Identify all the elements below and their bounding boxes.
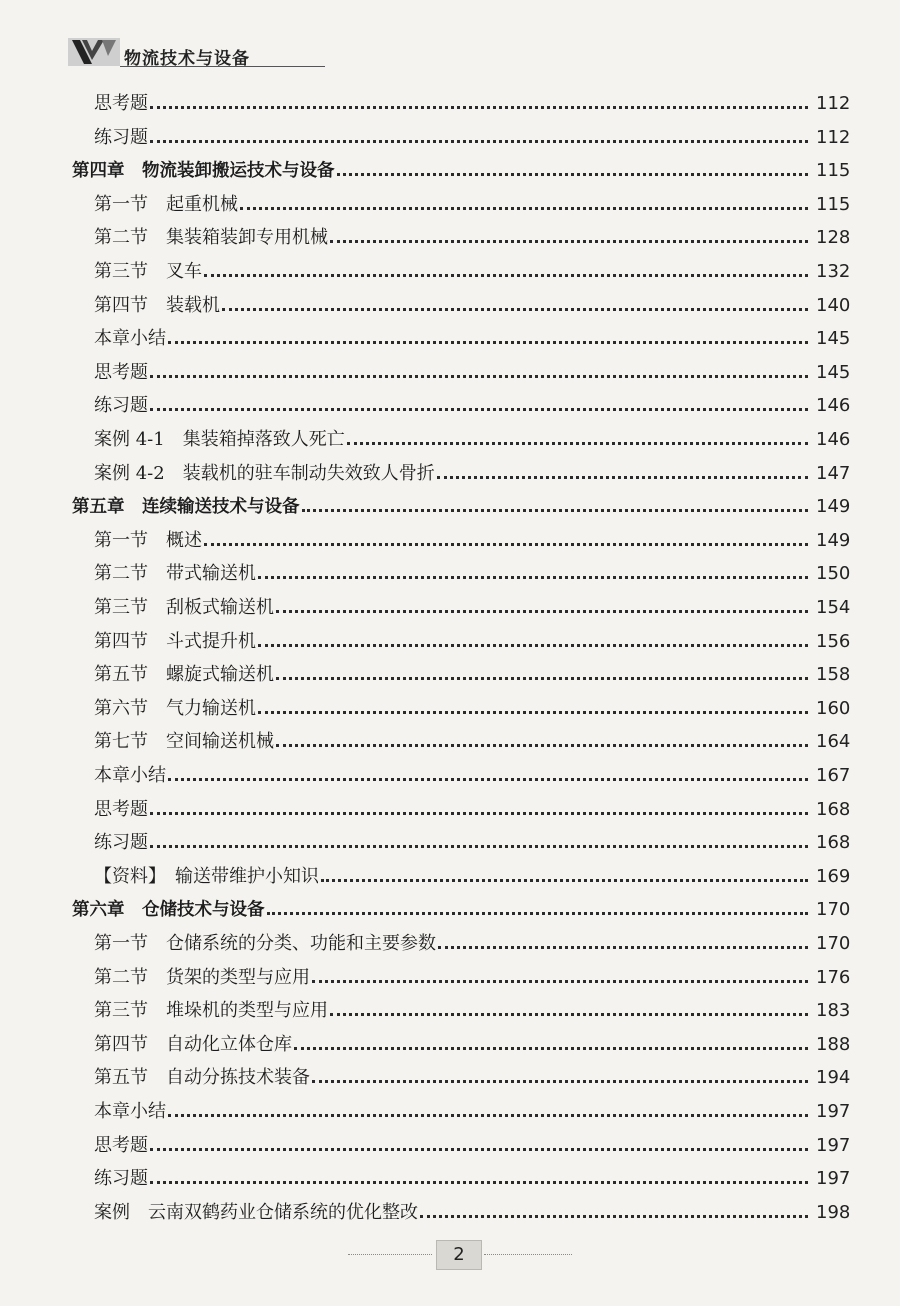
toc-entry: [0, 960, 900, 990]
toc-entry-label: 第一节 仓储系统的分类、功能和主要参数: [94, 933, 436, 954]
toc-dot-leader: [150, 812, 808, 815]
toc-entry-label: 第四节 斗式提升机: [94, 630, 256, 652]
toc-entry-label: 第二节 带式输送机: [94, 563, 256, 585]
toc-page-number: 197: [816, 1101, 851, 1122]
book-logo-icon: [68, 36, 120, 68]
toc-chapter-entry: [0, 489, 900, 519]
toc-page-number: 168: [816, 798, 851, 820]
toc-page-number: 197: [816, 1168, 851, 1190]
toc-entry-label: 第六章 仓储技术与设备: [72, 900, 265, 921]
toc-page-number: 132: [816, 261, 851, 282]
toc-dot-leader: [204, 274, 808, 277]
toc-dot-leader: [150, 408, 808, 411]
toc-page-number: 112: [816, 126, 851, 148]
toc-page-number: 158: [816, 664, 851, 686]
toc-page-number: 170: [816, 899, 851, 921]
toc-entry-label: 第三节 叉车: [94, 261, 202, 282]
toc-entry-label: 思考题: [94, 1134, 148, 1156]
toc-page-number: 167: [816, 765, 851, 786]
toc-entry: [0, 321, 900, 351]
toc-entry: [0, 86, 900, 116]
toc-entry-label: 第七节 空间输送机械: [94, 731, 274, 753]
toc-entry: [0, 422, 900, 452]
toc-dot-leader: [337, 173, 809, 176]
toc-entry: [0, 456, 900, 486]
toc-entry-label: 案例 4-2 装载机的驻车制动失效致人骨折: [94, 462, 435, 484]
toc-dot-leader: [330, 1013, 808, 1016]
toc-dot-leader: [222, 308, 808, 311]
toc-page-number: 197: [816, 1134, 851, 1156]
toc-entry: [0, 1195, 900, 1225]
toc-entry-label: 案例 4-1 集装箱掉落致人死亡: [94, 429, 345, 450]
toc-entry-label: 第五章 连续输送技术与设备: [72, 497, 300, 518]
toc-dot-leader: [437, 476, 808, 479]
toc-dot-leader: [150, 106, 808, 109]
toc-dot-leader: [267, 912, 809, 915]
toc-dot-leader: [312, 980, 808, 983]
toc-entry: [0, 624, 900, 654]
toc-dot-leader: [312, 1080, 808, 1083]
toc-entry-label: 思考题: [94, 798, 148, 820]
toc-entry-label: 第三节 刮板式输送机: [94, 597, 274, 618]
toc-entry-label: 第一节 起重机械: [94, 193, 238, 215]
toc-dot-leader: [258, 644, 808, 647]
toc-entry: [0, 590, 900, 620]
toc-page-number: 160: [816, 697, 851, 719]
header-rule: [120, 66, 325, 67]
toc-entry-label: 练习题: [94, 1168, 148, 1190]
toc-entry-label: 第五节 自动分拣技术装备: [94, 1067, 310, 1089]
toc-entry-label: 第三节 堆垛机的类型与应用: [94, 1000, 328, 1022]
toc-dot-leader: [150, 375, 808, 378]
toc-page-number: 149: [816, 496, 851, 518]
toc-entry: [0, 1161, 900, 1191]
toc-page-number: 164: [816, 731, 851, 753]
toc-entry: [0, 1027, 900, 1057]
toc-page-number: 115: [816, 160, 851, 182]
footer-rule-left: [348, 1254, 432, 1255]
toc-page-number: 176: [816, 966, 851, 988]
toc-entry-label: 案例 云南双鹤药业仓储系统的优化整改: [94, 1201, 418, 1223]
toc-page-number: 128: [816, 227, 851, 249]
toc-dot-leader: [276, 610, 808, 613]
toc-dot-leader: [150, 1148, 808, 1151]
toc-dot-leader: [204, 543, 808, 546]
toc-page-number: 145: [816, 361, 851, 383]
toc-entry-label: 第五节 螺旋式输送机: [94, 664, 274, 686]
toc-entry-label: 练习题: [94, 832, 148, 854]
toc-dot-leader: [150, 1181, 808, 1184]
toc-entry: [0, 825, 900, 855]
toc-entry: [0, 993, 900, 1023]
toc-dot-leader: [258, 576, 808, 579]
toc-entry: [0, 1060, 900, 1090]
toc-dot-leader: [294, 1047, 808, 1050]
toc-page-number: 146: [816, 395, 851, 417]
toc-page-number: 146: [816, 429, 851, 450]
toc-entry-label: 练习题: [94, 126, 148, 148]
toc-page-number: 156: [816, 630, 851, 652]
toc-page-number: 149: [816, 529, 851, 551]
toc-page-number: 147: [816, 462, 851, 484]
toc-entry: [0, 187, 900, 217]
toc-page-number: 169: [816, 865, 851, 887]
toc-entry: [0, 859, 900, 889]
toc-page-number: 145: [816, 328, 851, 350]
toc-page-number: 115: [816, 193, 851, 215]
toc-dot-leader: [330, 240, 808, 243]
toc-entry-label: 第四节 自动化立体仓库: [94, 1033, 292, 1055]
toc-dot-leader: [168, 341, 808, 344]
footer-rule-right: [484, 1254, 572, 1255]
toc-entry: [0, 724, 900, 754]
toc-page-number: 168: [816, 832, 851, 854]
toc-page-number: 198: [816, 1201, 851, 1223]
toc-entry: [0, 758, 900, 788]
toc-entry-label: 本章小结: [94, 765, 166, 786]
toc-dot-leader: [302, 509, 809, 512]
toc-dot-leader: [276, 744, 808, 747]
toc-page-number: 140: [816, 294, 851, 316]
toc-dot-leader: [420, 1215, 808, 1218]
book-title: 物流技术与设备: [124, 49, 250, 69]
toc-dot-leader: [258, 711, 808, 714]
toc-page-number: 150: [816, 563, 851, 585]
toc-entry: [0, 220, 900, 250]
toc-entry: [0, 792, 900, 822]
toc-page-number: 188: [816, 1033, 851, 1055]
toc-dot-leader: [150, 845, 808, 848]
toc-dot-leader: [168, 1114, 808, 1117]
toc-entry-label: 思考题: [94, 361, 148, 383]
running-header: [68, 36, 278, 72]
toc-entry: [0, 1128, 900, 1158]
page-number: 2: [436, 1240, 482, 1270]
toc-entry-label: 第四章 物流装卸搬运技术与设备: [72, 161, 335, 182]
toc-entry: [0, 1094, 900, 1124]
toc-chapter-entry: [0, 892, 900, 922]
toc-dot-leader: [321, 879, 808, 882]
toc-page-number: 194: [816, 1067, 851, 1089]
toc-dot-leader: [347, 442, 808, 445]
toc-entry-label: 第二节 货架的类型与应用: [94, 966, 310, 988]
toc-entry: [0, 254, 900, 284]
toc-dot-leader: [240, 207, 808, 210]
toc-entry-label: 第一节 概述: [94, 529, 202, 551]
toc-dot-leader: [438, 946, 808, 949]
toc-entry: [0, 657, 900, 687]
toc-entry: [0, 556, 900, 586]
toc-entry: [0, 523, 900, 553]
toc-entry-label: 练习题: [94, 395, 148, 417]
toc-entry-label: 本章小结: [94, 328, 166, 350]
toc-entry: [0, 926, 900, 956]
toc-entry: [0, 120, 900, 150]
toc-page-number: 112: [816, 93, 851, 114]
toc-entry: [0, 355, 900, 385]
toc-entry-label: 第四节 装载机: [94, 294, 220, 316]
toc-dot-leader: [150, 140, 808, 143]
toc-entry-label: 第二节 集装箱装卸专用机械: [94, 227, 328, 249]
toc-entry-label: 本章小结: [94, 1101, 166, 1122]
toc-entry-label: 思考题: [94, 93, 148, 114]
toc-entry: [0, 388, 900, 418]
toc-entry-label: 【资料】 输送带维护小知识: [94, 865, 319, 887]
toc-entry: [0, 691, 900, 721]
toc-page-number: 154: [816, 597, 851, 618]
toc-entry: [0, 288, 900, 318]
toc-chapter-entry: [0, 153, 900, 183]
toc-entry-label: 第六节 气力输送机: [94, 697, 256, 719]
toc-page-number: 183: [816, 1000, 851, 1022]
toc-page-number: 170: [816, 933, 851, 954]
toc-dot-leader: [276, 677, 808, 680]
toc-dot-leader: [168, 778, 808, 781]
